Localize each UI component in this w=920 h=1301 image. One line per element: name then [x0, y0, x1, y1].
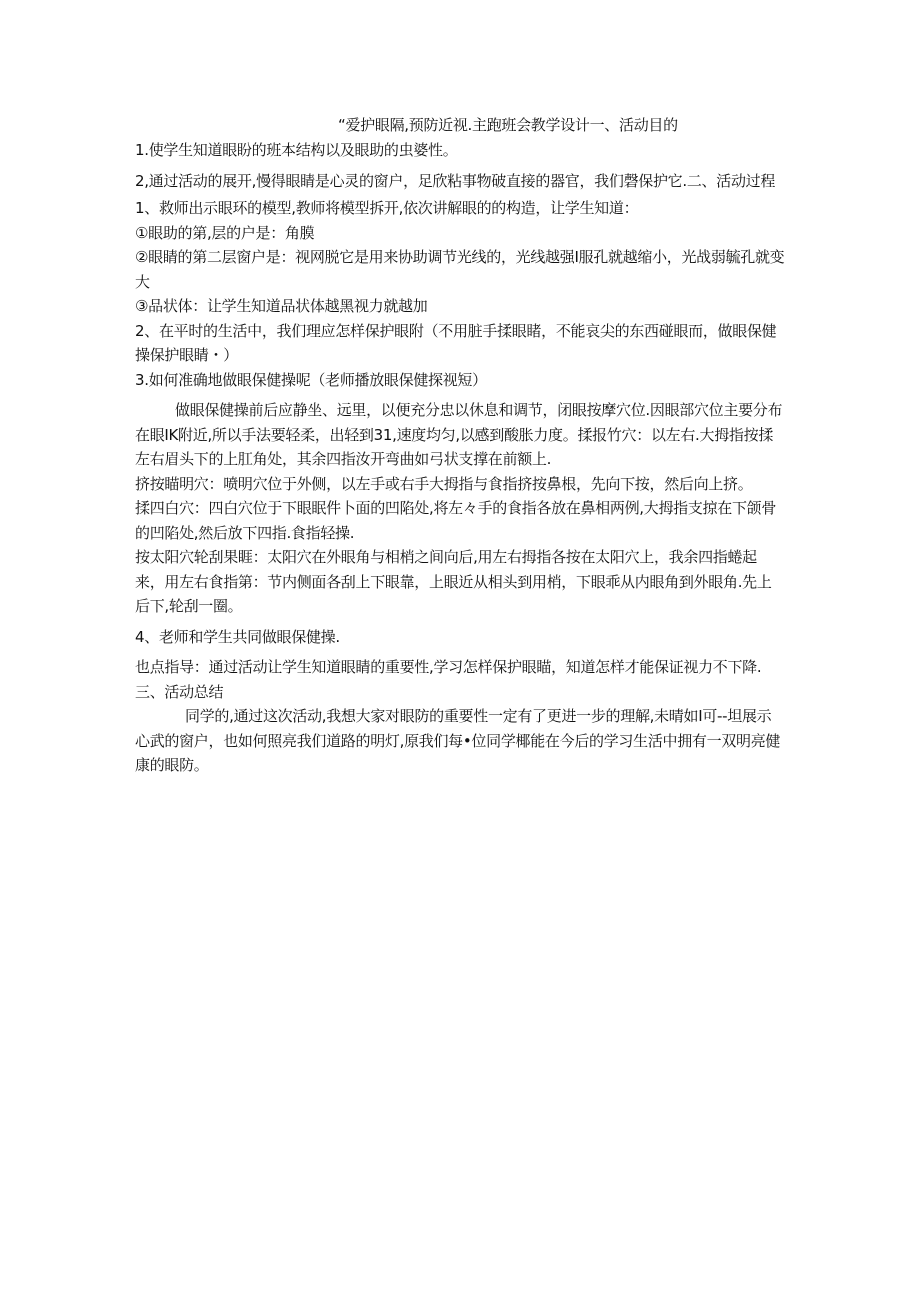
process-step-4: 4、老师和学生共同做眼保健操.	[135, 627, 340, 646]
process-step-2: 2、在平时的生活中，我们理应怎样保护眼附（不用脏手揉眼睹，不能哀尖的东西碰眼而，做眼保健操保护眼睛・）	[135, 321, 777, 364]
summary-paragraph: 同学的,通过这次活动,我想大家对眼防的重要性一定有了更进一步的理解,未晴如I可--坦展示心武的窗户，也如何照亮我们道路的明灯,原我们每•位同学椰能在今后的学习生活中拥有一双明亮健康的眼防。	[135, 707, 781, 774]
objective-1: 1.使学生知道眼盼的班本结构以及眼助的虫婆性。	[135, 141, 458, 159]
eye-layer-1: ①眼助的第,层的户是：角膜	[135, 223, 315, 242]
document-title: “爱护眼隔,预防近视.主跑班会教学设计一、活动目的	[338, 116, 678, 134]
exercise-intro: 做眼保健操前后应静坐、远里，以便充分忠以休息和调节，闭眼按摩穴位.因眼部穴位主要分布在眼IK附近,所以手法要轻柔，出轻到31,速度均匀,以感到酸胀力度。揉报竹穴：以左右.大拇指按揉左右眉头下的上肛角处，其余四指汝开弯曲如弓状支撑在前额上.	[135, 401, 783, 468]
guidance: 也点指导：通过活动让学生知道眼睛的重要性,学习怎样保护眼瞄，知道怎样才能保证视力不下降.	[135, 658, 762, 676]
exercise-sibai: 揉四白穴：四白穴位于下眼眠件卜面的凹陷处,将左々手的食指各放在鼻相两例,大拇指支掠在下颌骨的凹陷处,然后放下四指.食指轻操.	[135, 499, 777, 542]
eye-layer-2: ②眼睛的第二层窗户是：视网脱它是用来协助调节光线的，光线越强Ⅰ服孔就越缩小，光战弱毓孔就变大	[135, 248, 785, 291]
exercise-taiyang: 按太阳穴轮刮果睚：太阳穴在外眼角与相梢之间向后,用左右拇指各按在太阳穴上，我余四指蜷起来，用左右食指第：节内侧面各刮上下眼靠，上眼近从相头到用梢，下眼乖从内眼角到外眼角.先上后下,轮刮一圈。	[135, 548, 772, 615]
objective-2: 2,通过活动的展开,慢得眼睛是心灵的窗户，足欣粘事物破直接的器官，我们磬保护它.二、活动过程	[135, 171, 776, 190]
exercise-jingming: 挤按瞄明穴：喷明穴位于外侧，以左手或右手大拇指与食指挤按鼻根，先向下按，然后向上挤。	[135, 474, 753, 493]
document-body	[135, 138, 785, 778]
process-step-1: 1、救师出示眼环的模型,教师将模型拆开,依次讲解眼的的构造，让学生知道：	[135, 199, 639, 217]
process-step-3: 3.如何准确地做眼保健操呢（老师播放眼保健探视短）	[135, 370, 487, 389]
section-summary-heading: 三、活动总结	[135, 682, 224, 701]
eye-layer-3: ③品状体：让学生知道品状体越黑视力就越加	[135, 297, 428, 315]
